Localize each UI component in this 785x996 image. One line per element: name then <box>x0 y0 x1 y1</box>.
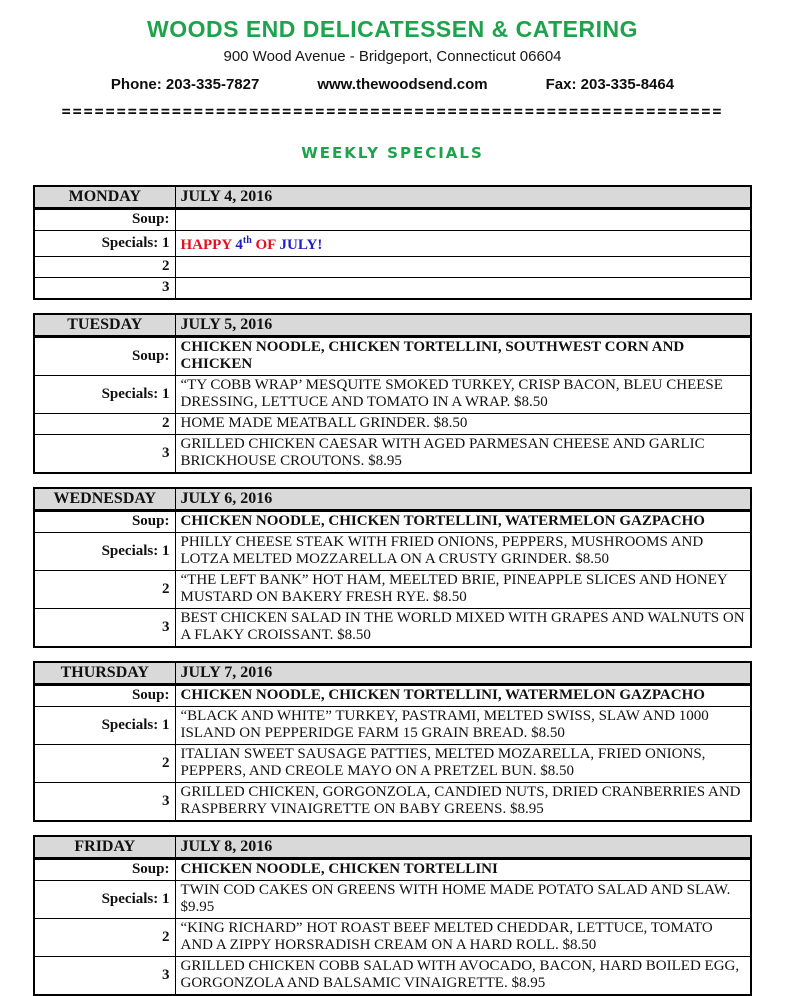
special-1-value: “BLACK AND WHITE” TURKEY, PASTRAMI, MELTED SWISS, SLAW AND 1000 ISLAND ON PEPPERIDGE FARM 15 GRAIN BREAD. $8.50 <box>175 707 751 745</box>
special-1-value: TWIN COD CAKES ON GREENS WITH HOME MADE POTATO SALAD AND SLAW. $9.95 <box>175 881 751 919</box>
day-table-monday <box>33 185 752 300</box>
specials-1-label: Specials: 1 <box>34 707 175 745</box>
special-3-value: GRILLED CHICKEN, GORGONZOLA, CANDIED NUTS, DRIED CRANBERRIES AND RASPBERRY VINAIGRETTE ON BABY GREENS. $8.95 <box>175 783 751 822</box>
contact-row <box>0 76 785 93</box>
soup-label: Soup: <box>34 209 175 231</box>
specials-2-label: 2 <box>34 919 175 957</box>
day-header-row <box>34 314 751 337</box>
soup-value: CHICKEN NOODLE, CHICKEN TORTELLINI, WATERMELON GAZPACHO <box>175 685 751 707</box>
special-3-row <box>34 609 751 648</box>
specials-1-label: Specials: 1 <box>34 376 175 414</box>
special-2-row <box>34 414 751 435</box>
special-3-value: GRILLED CHICKEN COBB SALAD WITH AVOCADO, BACON, HARD BOILED EGG, GORGONZOLA AND BALSAMIC VINAIGRETTE. $8.95 <box>175 957 751 996</box>
day-date: JULY 4, 2016 <box>175 186 751 209</box>
special-2-row <box>34 571 751 609</box>
special-3-row <box>34 435 751 474</box>
day-name: TUESDAY <box>34 314 175 337</box>
soup-row <box>34 209 751 231</box>
specials-3-label: 3 <box>34 783 175 822</box>
special-2-row <box>34 919 751 957</box>
soup-label: Soup: <box>34 859 175 881</box>
special-2-value <box>175 257 751 278</box>
day-table-thursday <box>33 661 752 822</box>
page-title: WEEKLY SPECIALS <box>301 144 484 162</box>
phone-number: Phone: 203-335-7827 <box>110 76 260 93</box>
special-1-row <box>34 881 751 919</box>
day-name: FRIDAY <box>34 836 175 859</box>
soup-value: CHICKEN NOODLE, CHICKEN TORTELLINI, SOUTHWEST CORN AND CHICKEN <box>175 337 751 376</box>
soup-label: Soup: <box>34 685 175 707</box>
specials-2-label: 2 <box>34 745 175 783</box>
day-header-row <box>34 662 751 685</box>
day-header-row <box>34 836 751 859</box>
special-2-row <box>34 257 751 278</box>
soup-value: CHICKEN NOODLE, CHICKEN TORTELLINI, WATERMELON GAZPACHO <box>175 511 751 533</box>
day-table-tuesday <box>33 313 752 474</box>
specials-1-label: Specials: 1 <box>34 231 175 257</box>
day-name: WEDNESDAY <box>34 488 175 511</box>
special-3-value: BEST CHICKEN SALAD IN THE WORLD MIXED WITH GRAPES AND WALNUTS ON A FLAKY CROISSANT. $8.50 <box>175 609 751 648</box>
holiday-segment: HAPPY <box>180 237 236 253</box>
special-1-value: “TY COBB WRAP’ MESQUITE SMOKED TURKEY, CRISP BACON, BLEU CHEESE DRESSING, LETTUCE AND TOMATO IN A WRAP. $8.50 <box>175 376 751 414</box>
soup-value: CHICKEN NOODLE, CHICKEN TORTELLINI <box>175 859 751 881</box>
special-1-row <box>34 376 751 414</box>
soup-label: Soup: <box>34 511 175 533</box>
day-table-friday <box>33 835 752 996</box>
specials-3-label: 3 <box>34 278 175 300</box>
specials-1-label: Specials: 1 <box>34 881 175 919</box>
specials-3-label: 3 <box>34 957 175 996</box>
special-1-row <box>34 231 751 257</box>
day-header-row <box>34 186 751 209</box>
holiday-segment: 4 <box>235 237 243 253</box>
soup-row <box>34 859 751 881</box>
separator-line: ============================================================ <box>61 102 724 120</box>
soup-row <box>34 685 751 707</box>
special-3-value: GRILLED CHICKEN CAESAR WITH AGED PARMESAN CHEESE AND GARLIC BRICKHOUSE CROUTONS. $8.95 <box>175 435 751 474</box>
holiday-segment: JULY! <box>279 237 323 253</box>
day-date: JULY 6, 2016 <box>175 488 751 511</box>
specials-1-label: Specials: 1 <box>34 533 175 571</box>
day-header-row <box>34 488 751 511</box>
soup-row <box>34 337 751 376</box>
special-2-value: “THE LEFT BANK” HOT HAM, MEELTED BRIE, PINEAPPLE SLICES AND HONEY MUSTARD ON BAKERY FRESH RYE. $8.50 <box>175 571 751 609</box>
day-table-wednesday <box>33 487 752 648</box>
day-date: JULY 8, 2016 <box>175 836 751 859</box>
specials-2-label: 2 <box>34 257 175 278</box>
day-name: MONDAY <box>34 186 175 209</box>
special-2-value: HOME MADE MEATBALL GRINDER. $8.50 <box>175 414 751 435</box>
business-address: 900 Wood Avenue - Bridgeport, Connecticut 06604 <box>223 48 562 65</box>
special-1-row <box>34 707 751 745</box>
special-2-value: ITALIAN SWEET SAUSAGE PATTIES, MELTED MOZARELLA, FRIED ONIONS, PEPPERS, AND CREOLE MAYO ON A PRETZEL BUN. $8.50 <box>175 745 751 783</box>
special-2-row <box>34 745 751 783</box>
website-url: www.thewoodsend.com <box>317 76 488 93</box>
special-3-value <box>175 278 751 300</box>
special-1-value: PHILLY CHEESE STEAK WITH FRIED ONIONS, PEPPERS, MUSHROOMS AND LOTZA MELTED MOZZARELLA ON A CRUSTY GRINDER. $8.50 <box>175 533 751 571</box>
day-name: THURSDAY <box>34 662 175 685</box>
special-3-row <box>34 278 751 300</box>
day-date: JULY 7, 2016 <box>175 662 751 685</box>
soup-value <box>175 209 751 231</box>
day-date: JULY 5, 2016 <box>175 314 751 337</box>
special-3-row <box>34 957 751 996</box>
special-3-row <box>34 783 751 822</box>
specials-2-label: 2 <box>34 571 175 609</box>
fax-number: Fax: 203-335-8464 <box>545 76 675 93</box>
holiday-segment: OF <box>251 237 280 253</box>
special-2-value: “KING RICHARD” HOT ROAST BEEF MELTED CHEDDAR, LETTUCE, TOMATO AND A ZIPPY HORSRADISH CREAM ON A HARD ROLL. $8.50 <box>175 919 751 957</box>
soup-label: Soup: <box>34 337 175 376</box>
specials-2-label: 2 <box>34 414 175 435</box>
holiday-segment-superscript: th <box>242 235 252 246</box>
specials-3-label: 3 <box>34 609 175 648</box>
special-1-row <box>34 533 751 571</box>
business-name: WOODS END DELICATESSEN & CATERING <box>147 16 638 42</box>
soup-row <box>34 511 751 533</box>
holiday-message <box>175 231 751 257</box>
specials-3-label: 3 <box>34 435 175 474</box>
